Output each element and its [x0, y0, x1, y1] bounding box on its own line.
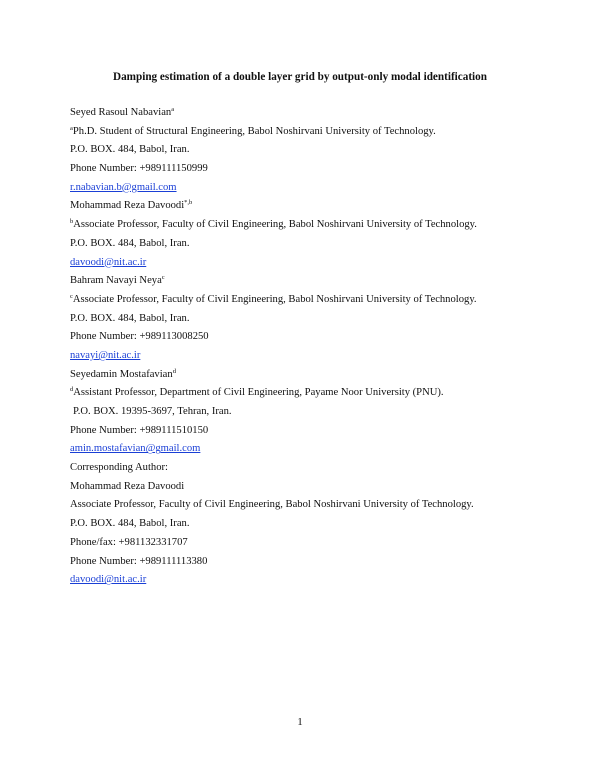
- author-email-link[interactable]: amin.mostafavian@gmail.com: [70, 443, 201, 455]
- paper-title: Damping estimation of a double layer grid by output-only modal identification: [113, 71, 487, 83]
- corresponding-phone: Phone Number: +989111113380: [70, 555, 208, 567]
- author-email-link[interactable]: davoodi@nit.ac.ir: [70, 256, 147, 268]
- corresponding-name: Mohammad Reza Davoodi: [70, 480, 185, 492]
- author-superscript: a: [171, 106, 175, 113]
- author-address: P.O. BOX. 484, Babol, Iran.: [70, 237, 190, 249]
- author-superscript: d: [172, 367, 176, 375]
- author-affiliation: $^a$Ph.D. Student of Structural Engineering, Babol Noshirvani University of Technology.: [70, 124, 436, 137]
- corresponding-address: P.O. BOX. 484, Babol, Iran.: [70, 518, 190, 530]
- author-email-link[interactable]: r.nabavian.b@gmail.com: [70, 181, 177, 193]
- author-email-row: [70, 179, 570, 198]
- corresponding-email-row: [70, 571, 570, 590]
- author-name: Mohammad Reza Davoodi$^{*,b}$: [70, 199, 193, 212]
- author-email-row: [70, 347, 570, 366]
- author-name: Seyedamin Mostafavian$^d$: [70, 367, 176, 380]
- page-number: 1: [297, 716, 303, 728]
- author-affiliation: $^c$Associate Professor, Faculty of Civil Engineering, Babol Noshirvani University of Technology.: [70, 292, 477, 305]
- author-block: [70, 104, 570, 590]
- corresponding-affiliation: Associate Professor, Faculty of Civil Engineering, Babol Noshirvani University of Technology.: [70, 499, 474, 511]
- affiliation-superscript: a: [70, 124, 73, 132]
- author-address: P.O. BOX. 484, Babol, Iran.: [70, 144, 190, 156]
- author-address: P.O. BOX. 484, Babol, Iran.: [70, 312, 190, 324]
- author-phone: Phone Number: +989111510150: [70, 424, 209, 436]
- author-superscript: c: [161, 274, 165, 282]
- author-phone: Phone Number: +989113008250: [70, 331, 209, 343]
- author-affiliation: $^b$Associate Professor, Faculty of Civil Engineering, Babol Noshirvani University of Technology.: [70, 218, 477, 231]
- affiliation-superscript: d: [70, 386, 74, 394]
- author-address: P.O. BOX. 19395-3697, Tehran, Iran.: [73, 406, 232, 417]
- affiliation-superscript: b: [70, 218, 74, 226]
- author-superscript: *,b: [184, 199, 193, 207]
- corresponding-fax: Phone/fax: +981132331707: [70, 536, 188, 548]
- author-email-link[interactable]: navayi@nit.ac.ir: [70, 349, 141, 361]
- author-phone: Phone Number: +989111150999: [70, 163, 208, 175]
- corresponding-heading: Corresponding Author:: [70, 462, 168, 474]
- author-name: Bahram Navayi Neya$^c$: [70, 274, 165, 287]
- author-email-row: [70, 440, 570, 459]
- affiliation-superscript: c: [70, 292, 73, 300]
- corresponding-email-link[interactable]: davoodi@nit.ac.ir: [70, 574, 147, 586]
- author-affiliation: $^d$Assistant Professor, Department of Civil Engineering, Payame Noor University (PNU).: [70, 386, 444, 399]
- author-email-row: [70, 254, 570, 273]
- author-name: Seyed Rasoul Nabavian$^a$: [70, 106, 175, 118]
